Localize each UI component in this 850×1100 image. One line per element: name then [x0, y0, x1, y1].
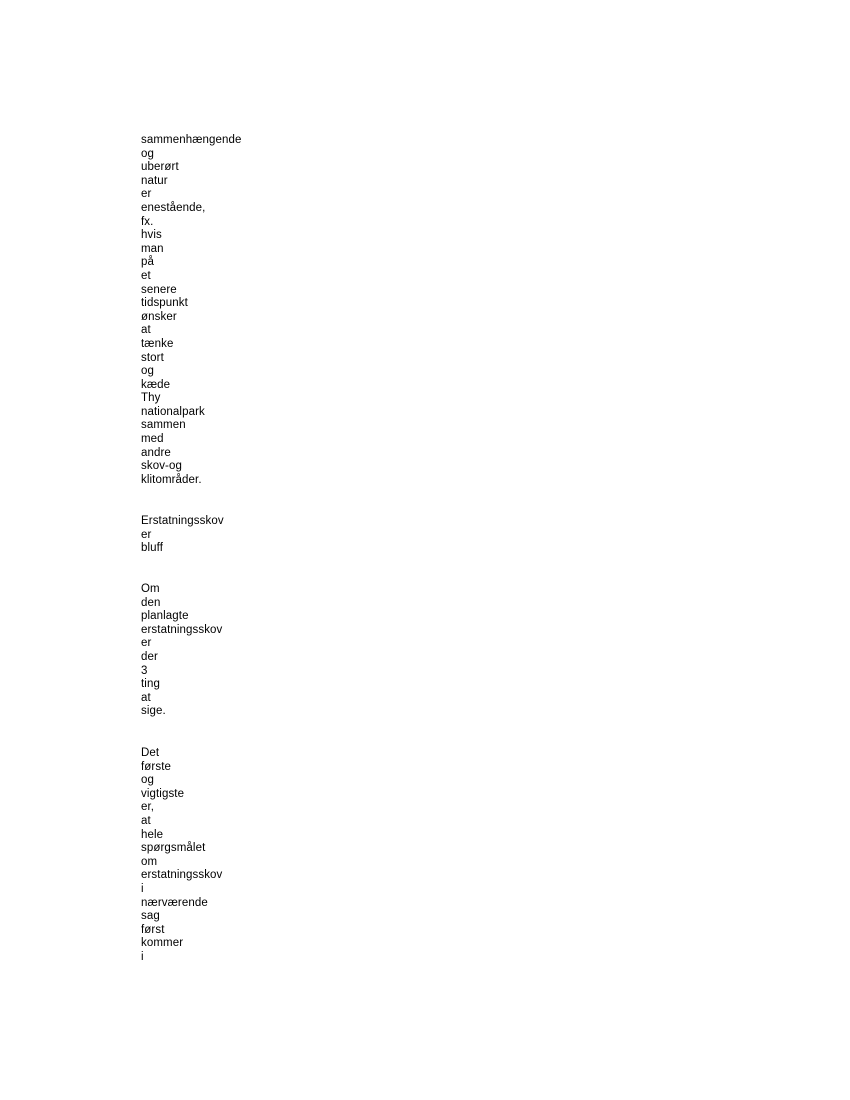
word: kommer	[141, 937, 184, 950]
word: først	[141, 923, 165, 936]
word: kæde	[141, 378, 171, 391]
word: man	[141, 242, 164, 255]
word: nærværende	[141, 896, 208, 909]
word: er	[141, 528, 152, 541]
word: andre	[141, 446, 171, 459]
word: vigtigste	[141, 787, 185, 800]
word: fx.	[141, 215, 154, 228]
word: sige.	[141, 705, 166, 718]
word: Erstatningsskov	[141, 515, 224, 527]
word: den	[141, 596, 161, 609]
word: planlagte	[141, 610, 189, 623]
word: med	[141, 433, 164, 446]
word: et	[141, 269, 151, 282]
word: erstatningsskov	[141, 869, 223, 882]
word: hvis	[141, 229, 162, 242]
word: Om	[141, 583, 160, 595]
word: ting	[141, 678, 160, 691]
word: er	[141, 637, 152, 650]
word: sag	[141, 910, 160, 923]
word: uberørt	[141, 161, 179, 174]
word: der	[141, 650, 158, 663]
word: på	[141, 256, 154, 269]
word: Thy	[141, 392, 161, 405]
word: senere	[141, 283, 177, 296]
word: enestående,	[141, 201, 206, 214]
word: spørgsmålet	[141, 842, 206, 855]
word: i	[141, 882, 144, 895]
word: skov-og	[141, 460, 182, 473]
word: i	[141, 950, 144, 963]
paragraph-first-point	[141, 747, 222, 965]
word: natur	[141, 174, 168, 187]
word: sammenhængende	[141, 134, 242, 146]
word: 3	[141, 664, 148, 677]
word: første	[141, 760, 171, 773]
word: at	[141, 324, 151, 337]
word: sammen	[141, 419, 186, 432]
word: nationalpark	[141, 405, 205, 418]
word: at	[141, 814, 151, 827]
word: hele	[141, 828, 164, 841]
word: tidspunkt	[141, 297, 188, 310]
word: ønsker	[141, 310, 177, 323]
section-heading-erstatningsskov	[141, 515, 224, 556]
word: at	[141, 691, 151, 704]
word: og	[141, 147, 154, 160]
word: og	[141, 365, 154, 378]
paragraph-planned-forest	[141, 583, 222, 719]
word: tænke	[141, 337, 174, 350]
word: er,	[141, 801, 155, 814]
word: er	[141, 188, 152, 201]
word: om	[141, 855, 158, 868]
word: og	[141, 774, 154, 787]
word: Det	[141, 747, 160, 759]
word: erstatningsskov	[141, 623, 223, 636]
paragraph-nature	[141, 134, 242, 487]
word: stort	[141, 351, 164, 364]
word: bluff	[141, 542, 164, 555]
word: klitområder.	[141, 473, 202, 486]
